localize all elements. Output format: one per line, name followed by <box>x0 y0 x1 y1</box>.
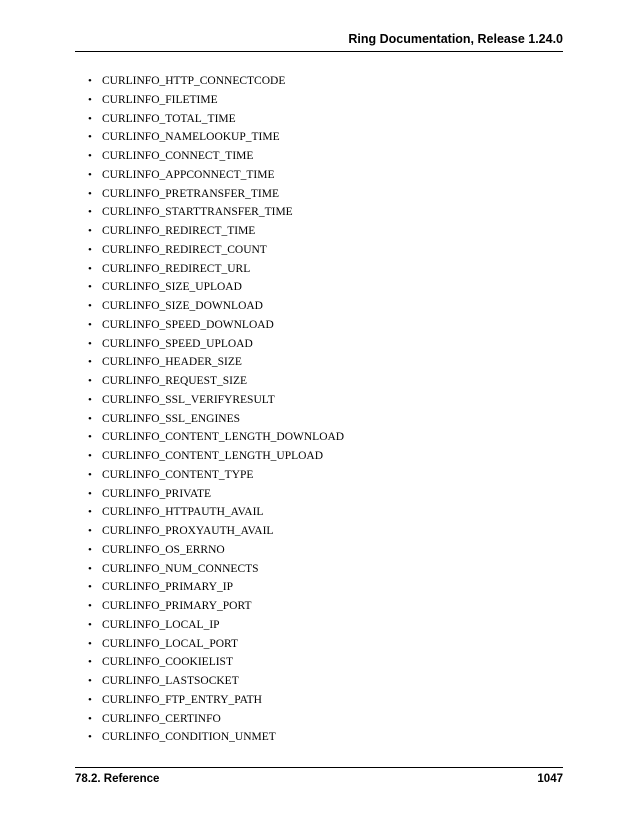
bullet-icon: • <box>88 712 92 725</box>
list-item <box>88 278 344 297</box>
bullet-icon: • <box>88 112 92 125</box>
list-item <box>88 728 344 747</box>
list-item <box>88 391 344 410</box>
list-item-text: CURLINFO_CERTINFO <box>102 712 221 725</box>
bullet-icon: • <box>88 468 92 481</box>
list-item <box>88 297 344 316</box>
list-item <box>88 372 344 391</box>
bullet-icon: • <box>88 393 92 406</box>
list-item-text: CURLINFO_NUM_CONNECTS <box>102 562 259 575</box>
list-item <box>88 503 344 522</box>
bullet-icon: • <box>88 412 92 425</box>
list-item-text: CURLINFO_CONNECT_TIME <box>102 150 254 162</box>
list-item <box>88 541 344 560</box>
bullet-icon: • <box>88 168 92 181</box>
list-item-text: CURLINFO_LOCAL_IP <box>102 618 220 631</box>
bullet-icon: • <box>88 262 92 275</box>
list-item <box>88 222 344 241</box>
list-item-text: CURLINFO_REDIRECT_URL <box>102 262 251 275</box>
list-item-text: CURLINFO_FILETIME <box>102 93 218 106</box>
list-item-text: CURLINFO_PROXYAUTH_AVAIL <box>102 525 274 537</box>
bullet-icon: • <box>88 525 92 537</box>
bullet-icon: • <box>88 206 92 219</box>
bullet-icon: • <box>88 225 92 237</box>
footer-section-title: 78.2. Reference <box>75 773 160 785</box>
list-item-text: CURLINFO_SSL_VERIFYRESULT <box>102 393 275 406</box>
curlinfo-constant-list <box>88 72 344 747</box>
list-item <box>88 710 344 729</box>
list-item <box>88 560 344 579</box>
list-item <box>88 466 344 485</box>
list-item-text: CURLINFO_PRIMARY_PORT <box>102 600 252 612</box>
bullet-icon: • <box>88 281 92 294</box>
list-item-text: CURLINFO_REDIRECT_COUNT <box>102 243 267 256</box>
list-item <box>88 672 344 691</box>
list-item-text: CURLINFO_COOKIELIST <box>102 656 233 669</box>
list-item-text: CURLINFO_SPEED_UPLOAD <box>102 337 253 350</box>
list-item-text: CURLINFO_TOTAL_TIME <box>102 112 236 125</box>
list-item-text: CURLINFO_LASTSOCKET <box>102 675 239 687</box>
list-item <box>88 110 344 129</box>
list-item-text: CURLINFO_PRETRANSFER_TIME <box>102 187 279 200</box>
bullet-icon: • <box>88 637 92 650</box>
bullet-icon: • <box>88 300 92 312</box>
list-item <box>88 72 344 91</box>
list-item-text: CURLINFO_NAMELOOKUP_TIME <box>102 131 280 144</box>
bullet-icon: • <box>88 731 92 744</box>
bullet-icon: • <box>88 431 92 444</box>
bullet-icon: • <box>88 187 92 200</box>
list-item <box>88 522 344 541</box>
bullet-icon: • <box>88 318 92 331</box>
bullet-icon: • <box>88 618 92 631</box>
list-item <box>88 353 344 372</box>
list-item-text: CURLINFO_SIZE_DOWNLOAD <box>102 300 263 312</box>
list-item <box>88 691 344 710</box>
footer-rule <box>75 767 563 768</box>
bullet-icon: • <box>88 150 92 162</box>
list-item-text: CURLINFO_SSL_ENGINES <box>102 412 241 425</box>
list-item-text: CURLINFO_CONDITION_UNMET <box>102 731 276 744</box>
list-item <box>88 447 344 466</box>
bullet-icon: • <box>88 506 92 519</box>
list-item-text: CURLINFO_SPEED_DOWNLOAD <box>102 318 274 331</box>
list-item <box>88 635 344 654</box>
list-item <box>88 335 344 354</box>
list-item-text: CURLINFO_SIZE_UPLOAD <box>102 281 242 294</box>
bullet-icon: • <box>88 656 92 669</box>
list-item-text: CURLINFO_APPCONNECT_TIME <box>102 168 275 181</box>
bullet-icon: • <box>88 581 92 594</box>
header-rule <box>75 51 563 52</box>
list-item <box>88 410 344 429</box>
list-item <box>88 597 344 616</box>
list-item-text: CURLINFO_CONTENT_LENGTH_DOWNLOAD <box>102 431 345 444</box>
list-item <box>88 91 344 110</box>
running-header-title: Ring Documentation, Release 1.24.0 <box>348 32 563 46</box>
list-item <box>88 241 344 260</box>
bullet-icon: • <box>88 562 92 575</box>
bullet-icon: • <box>88 693 92 706</box>
list-item <box>88 578 344 597</box>
list-item <box>88 616 344 635</box>
list-item <box>88 203 344 222</box>
bullet-icon: • <box>88 487 92 500</box>
bullet-icon: • <box>88 93 92 106</box>
list-item-text: CURLINFO_REDIRECT_TIME <box>102 225 256 237</box>
list-item-text: CURLINFO_HTTP_CONNECTCODE <box>102 75 286 87</box>
bullet-icon: • <box>88 543 92 556</box>
list-item-text: CURLINFO_CONTENT_LENGTH_UPLOAD <box>102 450 324 462</box>
bullet-icon: • <box>88 600 92 612</box>
list-item <box>88 428 344 447</box>
bullet-icon: • <box>88 356 92 369</box>
list-item-text: CURLINFO_HTTPAUTH_AVAIL <box>102 506 264 519</box>
bullet-icon: • <box>88 675 92 687</box>
list-item <box>88 185 344 204</box>
list-item <box>88 653 344 672</box>
list-item-text: CURLINFO_REQUEST_SIZE <box>102 375 248 387</box>
list-item <box>88 316 344 335</box>
bullet-icon: • <box>88 75 92 87</box>
footer-page-number: 1047 <box>537 773 563 785</box>
list-item-text: CURLINFO_HEADER_SIZE <box>102 356 242 369</box>
list-item <box>88 128 344 147</box>
list-item-text: CURLINFO_PRIVATE <box>102 487 212 500</box>
list-item <box>88 260 344 279</box>
bullet-icon: • <box>88 243 92 256</box>
list-item <box>88 147 344 166</box>
bullet-icon: • <box>88 131 92 144</box>
list-item <box>88 485 344 504</box>
list-item-text: CURLINFO_LOCAL_PORT <box>102 637 239 650</box>
bullet-icon: • <box>88 375 92 387</box>
bullet-icon: • <box>88 450 92 462</box>
bullet-icon: • <box>88 337 92 350</box>
list-item-text: CURLINFO_STARTTRANSFER_TIME <box>102 206 293 219</box>
list-item-text: CURLINFO_PRIMARY_IP <box>102 581 233 594</box>
list-item-text: CURLINFO_OS_ERRNO <box>102 543 225 556</box>
list-item-text: CURLINFO_CONTENT_TYPE <box>102 468 254 481</box>
list-item <box>88 166 344 185</box>
list-item-text: CURLINFO_FTP_ENTRY_PATH <box>102 693 262 706</box>
